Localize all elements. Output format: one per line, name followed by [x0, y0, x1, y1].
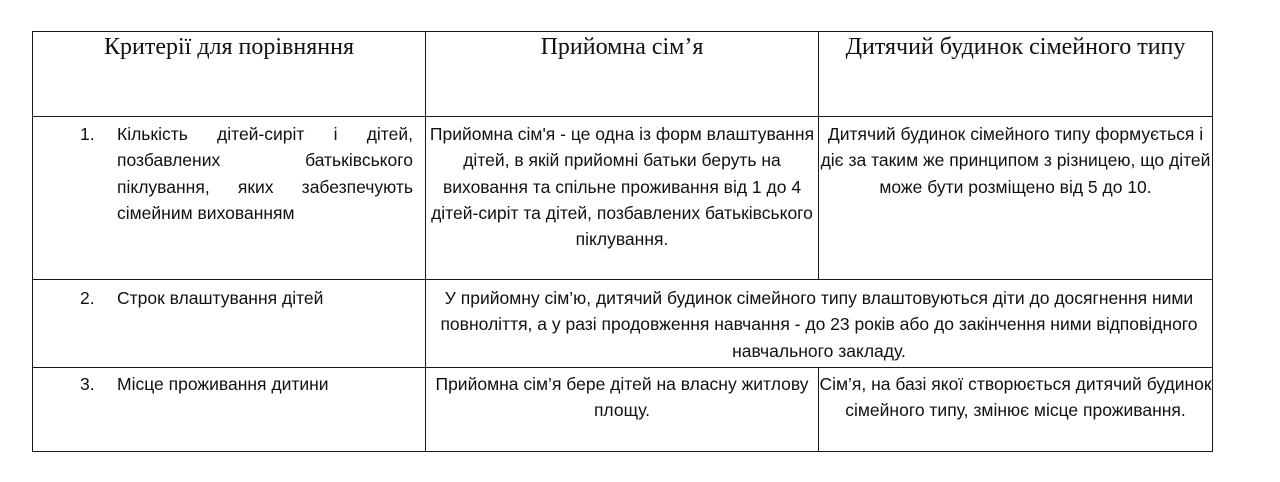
criterion-cell: [33, 117, 426, 280]
comparison-table: [32, 31, 1213, 452]
header-foster-family: Прийомна сім’я: [426, 32, 819, 117]
family-home-cell: Сім’я, на базі якої створюється дитячий будинок сімейного типу, змінює місце проживання.: [819, 368, 1213, 452]
header-row: [33, 32, 1213, 117]
row-number: 3.: [80, 374, 95, 394]
row-number: 2.: [80, 288, 95, 308]
row-number: 1.: [80, 124, 95, 144]
criterion-text: Строк влаштування дітей: [117, 288, 324, 308]
criterion-text: Місце проживання дитини: [117, 374, 329, 394]
table-row: [33, 117, 1213, 280]
header-criteria: Критерії для порівняння: [33, 32, 426, 117]
foster-family-cell: Прийомна сім'я - це одна із форм влаштування дітей, в якій прийомні батьки беруть на виховання та спільне проживання від 1 до 4 дітей-сиріт та дітей, позбавлених батьківського піклування.: [426, 117, 819, 280]
foster-family-cell: Прийомна сім’я бере дітей на власну житлову площу.: [426, 368, 819, 452]
criterion-text: Кількість дітей-сиріт і дітей, позбавлених батьківського піклування, яких забезпечують сімейним вихованням: [117, 124, 413, 223]
header-family-home: Дитячий будинок сімейного типу: [819, 32, 1213, 117]
criterion-cell: [33, 368, 426, 452]
shared-cell: У прийомну сім’ю, дитячий будинок сімейного типу влаштовуються діти до досягнення ними повноліття, а у разі продовження навчання - до 23 років або до закінчення ними відповідного навчального закладу.: [426, 280, 1213, 368]
criterion-cell: [33, 280, 426, 368]
family-home-cell: Дитячий будинок сімейного типу формується і діє за таким же принципом з різницею, що дітей може бути розміщено від 5 до 10.: [819, 117, 1213, 280]
table-row: [33, 368, 1213, 452]
table-row: [33, 280, 1213, 368]
